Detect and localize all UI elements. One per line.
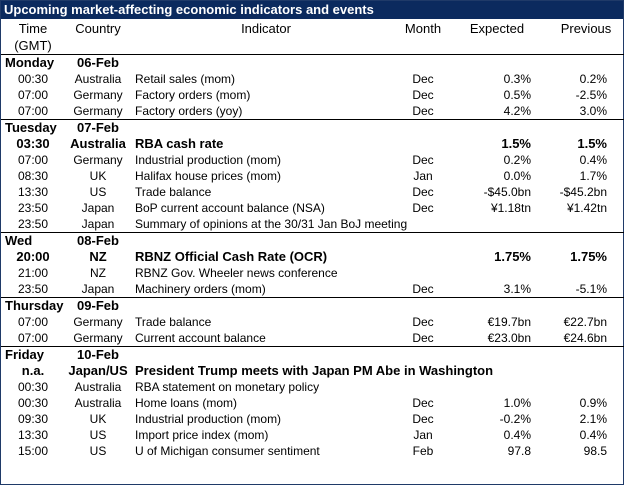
event-month: Dec xyxy=(412,412,434,426)
event-month: Feb xyxy=(412,444,434,458)
event-indicator: Import price index (mom) xyxy=(135,428,269,442)
events-body xyxy=(1,55,624,460)
event-country: Japan xyxy=(81,201,115,215)
day-name: Wed xyxy=(1,233,65,250)
event-country: Australia xyxy=(74,396,122,410)
event-month: Jan xyxy=(413,169,433,183)
event-expected: -$45.0bn xyxy=(483,185,531,199)
event-previous: ¥1.42tn xyxy=(566,201,607,215)
event-row xyxy=(1,330,624,347)
header-previous: Previous xyxy=(560,21,612,36)
event-country: UK xyxy=(89,412,107,426)
event-expected: 1.5% xyxy=(501,136,531,151)
event-previous: 2.1% xyxy=(579,412,607,426)
event-row xyxy=(1,411,624,427)
event-indicator: Retail sales (mom) xyxy=(135,72,236,86)
event-indicator: Halifax house prices (mom) xyxy=(135,169,282,183)
header-country: Country xyxy=(75,21,121,36)
event-indicator: RBNZ Official Cash Rate (OCR) xyxy=(135,249,328,264)
day-date: 09-Feb xyxy=(65,298,131,315)
panel-title: Upcoming market-affecting economic indicators and events xyxy=(1,1,623,19)
event-previous: €22.7bn xyxy=(563,315,607,329)
event-time: 23:50 xyxy=(17,217,49,231)
day-header-row xyxy=(1,298,624,315)
event-indicator: RBA statement on monetary policy xyxy=(135,380,320,394)
event-indicator: Factory orders (yoy) xyxy=(135,104,243,118)
event-expected: 4.2% xyxy=(503,104,531,118)
event-expected: 1.0% xyxy=(503,396,531,410)
event-row xyxy=(1,427,624,443)
header-expected: Expected xyxy=(469,21,525,36)
event-row xyxy=(1,152,624,168)
event-time: 03:30 xyxy=(16,136,50,151)
event-row xyxy=(1,265,624,281)
event-time: 00:30 xyxy=(17,380,49,394)
event-row xyxy=(1,395,624,411)
event-month: Dec xyxy=(412,396,434,410)
event-time: 23:50 xyxy=(17,201,49,215)
event-country: Germany xyxy=(73,153,123,167)
event-expected: ¥1.18tn xyxy=(490,201,531,215)
event-row xyxy=(1,443,624,459)
event-previous xyxy=(545,363,624,379)
event-month xyxy=(397,265,449,281)
event-indicator: BoP current account balance (NSA) xyxy=(135,201,325,215)
event-indicator: RBNZ Gov. Wheeler news conference xyxy=(135,266,338,280)
event-previous xyxy=(545,265,624,281)
event-country: Germany xyxy=(73,104,123,118)
event-indicator: Industrial production (mom) xyxy=(135,412,282,426)
event-previous: €24.6bn xyxy=(563,331,607,345)
event-previous: 1.5% xyxy=(577,136,607,151)
event-month: Dec xyxy=(412,72,434,86)
event-country: Japan xyxy=(81,217,115,231)
event-time: 21:00 xyxy=(17,266,49,280)
event-month: Jan xyxy=(413,428,433,442)
event-row xyxy=(1,136,624,152)
event-row xyxy=(1,363,624,379)
event-row xyxy=(1,200,624,216)
event-time: 20:00 xyxy=(16,249,50,264)
event-time: n.a. xyxy=(21,363,45,378)
day-name: Monday xyxy=(1,55,65,72)
day-header-row xyxy=(1,120,624,137)
event-row xyxy=(1,168,624,184)
event-previous: 1.7% xyxy=(579,169,607,183)
event-indicator: Machinery orders (mom) xyxy=(135,282,266,296)
event-expected: 0.3% xyxy=(503,72,531,86)
event-country: US xyxy=(89,444,107,458)
event-expected: 0.4% xyxy=(503,428,531,442)
event-time: 08:30 xyxy=(17,169,49,183)
day-date: 07-Feb xyxy=(65,120,131,137)
event-country: US xyxy=(89,428,107,442)
day-name: Thursday xyxy=(1,298,65,315)
event-time: 13:30 xyxy=(17,428,49,442)
day-header-row xyxy=(1,347,624,364)
event-expected: -0.2% xyxy=(499,412,531,426)
event-row xyxy=(1,103,624,120)
event-expected: 97.8 xyxy=(507,444,531,458)
event-previous: 0.4% xyxy=(579,428,607,442)
day-date: 10-Feb xyxy=(65,347,131,364)
day-name: Tuesday xyxy=(1,120,65,137)
event-country: Japan xyxy=(81,282,115,296)
event-month: Dec xyxy=(412,201,434,215)
event-expected: 3.1% xyxy=(503,282,531,296)
event-country: UK xyxy=(89,169,107,183)
event-month: Dec xyxy=(412,331,434,345)
event-previous: 98.5 xyxy=(583,444,607,458)
event-expected: 0.5% xyxy=(503,88,531,102)
event-month xyxy=(397,379,449,395)
event-indicator: Trade balance xyxy=(135,315,212,329)
day-header-row xyxy=(1,55,624,72)
event-country: Germany xyxy=(73,88,123,102)
day-name: Friday xyxy=(1,347,65,364)
event-indicator: President Trump meets with Japan PM Abe in Washington xyxy=(135,363,494,378)
event-indicator: Trade balance xyxy=(135,185,212,199)
event-country: NZ xyxy=(90,266,106,280)
event-indicator: Home loans (mom) xyxy=(135,396,238,410)
events-table xyxy=(1,19,624,459)
event-country: Australia xyxy=(74,72,122,86)
event-time: 13:30 xyxy=(17,185,49,199)
event-expected xyxy=(449,216,545,233)
event-month: Dec xyxy=(412,315,434,329)
event-indicator: Industrial production (mom) xyxy=(135,153,282,167)
event-row xyxy=(1,379,624,395)
event-expected xyxy=(449,379,545,395)
event-row xyxy=(1,87,624,103)
event-time: 07:00 xyxy=(17,315,49,329)
event-country: Japan/US xyxy=(68,363,128,378)
event-expected xyxy=(449,265,545,281)
day-date: 08-Feb xyxy=(65,233,131,250)
day-date: 06-Feb xyxy=(65,55,131,72)
event-month: Dec xyxy=(412,185,434,199)
header-indicator: Indicator xyxy=(241,21,291,36)
event-row xyxy=(1,184,624,200)
event-time: 07:00 xyxy=(17,153,49,167)
event-expected: €19.7bn xyxy=(487,315,531,329)
event-country: US xyxy=(89,185,107,199)
event-time: 07:00 xyxy=(17,331,49,345)
day-header-row xyxy=(1,233,624,250)
event-previous: -5.1% xyxy=(575,282,607,296)
event-row xyxy=(1,249,624,265)
event-time: 15:00 xyxy=(17,444,49,458)
event-previous: 0.4% xyxy=(579,153,607,167)
event-indicator: RBA cash rate xyxy=(135,136,224,151)
event-month xyxy=(397,136,449,152)
header-time: Time xyxy=(18,21,48,36)
event-expected: 1.75% xyxy=(494,249,531,264)
event-month: Dec xyxy=(412,282,434,296)
event-time: 23:50 xyxy=(17,282,49,296)
event-time: 07:00 xyxy=(17,88,49,102)
event-month: Dec xyxy=(412,153,434,167)
event-previous: -$45.2bn xyxy=(559,185,607,199)
event-previous: 0.9% xyxy=(579,396,607,410)
event-row xyxy=(1,314,624,330)
header-time-unit: (GMT) xyxy=(1,37,65,55)
event-expected: 0.2% xyxy=(503,153,531,167)
event-row xyxy=(1,281,624,298)
event-expected: 0.0% xyxy=(503,169,531,183)
event-country: Germany xyxy=(73,331,123,345)
event-indicator: Summary of opinions at the 30/31 Jan BoJ meeting xyxy=(135,217,408,231)
event-month xyxy=(397,249,449,265)
event-time: 07:00 xyxy=(17,104,49,118)
event-expected: €23.0bn xyxy=(487,331,531,345)
event-month: Dec xyxy=(412,104,434,118)
event-country: Germany xyxy=(73,315,123,329)
event-time: 09:30 xyxy=(17,412,49,426)
event-row xyxy=(1,71,624,87)
event-indicator: Factory orders (mom) xyxy=(135,88,251,102)
event-time: 00:30 xyxy=(17,72,49,86)
event-country: Australia xyxy=(70,136,126,151)
event-indicator: Current account balance xyxy=(135,331,266,345)
event-previous xyxy=(545,379,624,395)
event-country: NZ xyxy=(89,249,107,264)
event-previous: 1.75% xyxy=(570,249,607,264)
event-previous: 3.0% xyxy=(579,104,607,118)
event-country: Australia xyxy=(74,380,122,394)
event-previous: 0.2% xyxy=(579,72,607,86)
event-previous xyxy=(545,216,624,233)
event-time: 00:30 xyxy=(17,396,49,410)
header-month: Month xyxy=(404,21,442,36)
event-row xyxy=(1,216,624,233)
event-month: Dec xyxy=(412,88,434,102)
event-previous: -2.5% xyxy=(575,88,607,102)
event-indicator: U of Michigan consumer sentiment xyxy=(135,444,320,458)
